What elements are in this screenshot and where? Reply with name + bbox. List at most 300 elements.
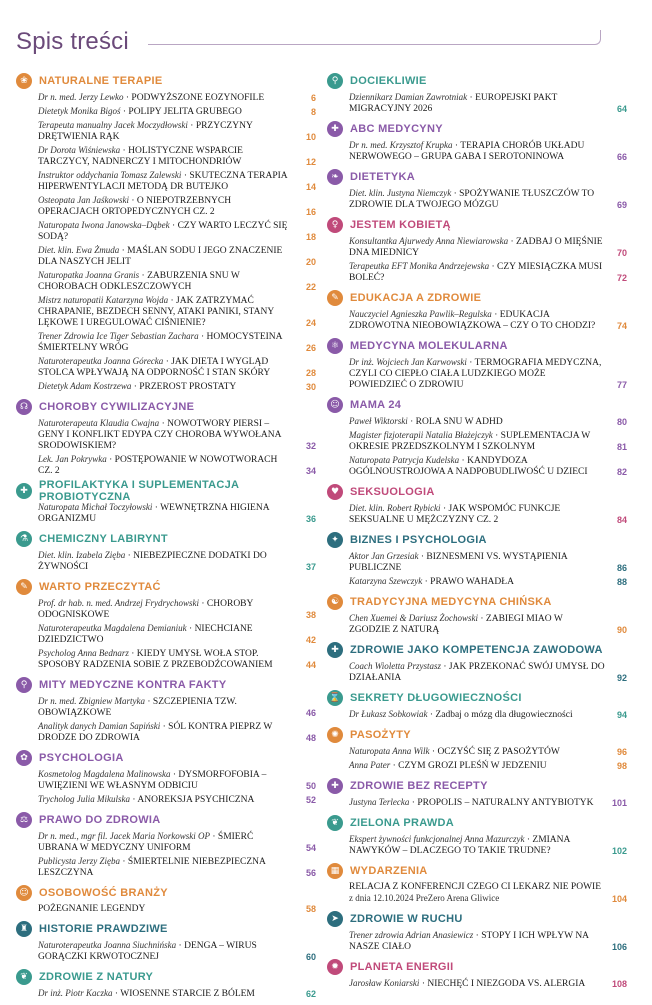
entry-text [349, 261, 605, 284]
entry-author: Trener Zdrowia Ice Tiger Sebastian Zachara [38, 331, 199, 341]
business-icon: ✦ [327, 532, 343, 548]
section-title: EDUKACJA A ZDROWIE [350, 292, 482, 304]
section-title: SEKSUOLOGIA [350, 486, 435, 498]
entry-title: PRAWO WAHADŁA [430, 577, 514, 587]
entry-author: Instruktor oddychania Tomasz Zalewski [38, 170, 182, 180]
section-header [327, 726, 627, 744]
page-number: 37 [305, 562, 316, 572]
woman-icon: ♀ [327, 217, 343, 233]
section-header [327, 777, 627, 795]
toc-column-right [327, 72, 627, 995]
entry-text [38, 856, 294, 879]
page-number: 20 [305, 257, 316, 267]
entry-title: NOWOTWORY PIERSI – GENY I KONFLIKT EDYPA CZY CHOROBA WYWOŁANA SRODOWISKIEM? [38, 419, 281, 451]
page-number: 102 [611, 846, 627, 856]
section-header [16, 884, 316, 902]
entry-author: Dr n. med., mgr fil. Jacek Maria Norkowski OP [38, 831, 210, 841]
section-title: MAMA 24 [350, 399, 402, 411]
toc-entry[interactable] [16, 418, 316, 452]
toc-entry[interactable] [16, 794, 316, 806]
toc-entry[interactable] [16, 502, 316, 525]
molecule-icon: ⚛ [327, 338, 343, 354]
entry-text [38, 831, 294, 854]
toc-section [327, 396, 627, 478]
entry-text [38, 940, 294, 963]
page-number: 69 [616, 200, 627, 210]
entry-text [38, 696, 294, 719]
toc-entry[interactable] [16, 696, 316, 719]
entry-text [38, 220, 294, 243]
toc-entry[interactable] [327, 309, 627, 332]
page-number: 94 [616, 710, 627, 720]
entry-separator: · [168, 296, 177, 306]
section-title: ZDROWIE Z NATURY [39, 971, 154, 983]
toc-entry[interactable] [327, 188, 627, 211]
section-title: WYDARZENIA [350, 865, 428, 877]
toc-section [327, 641, 627, 684]
entry-separator: · [128, 196, 137, 206]
toc-entry[interactable] [327, 760, 627, 772]
toc-entry[interactable] [327, 661, 627, 684]
page-number: 22 [305, 282, 316, 292]
entry-title: HOMOCYSTEINA ŚMIERTELNY WRÓG [38, 332, 282, 353]
entry-text [349, 455, 605, 478]
section-header [16, 749, 316, 767]
calendar-icon: ▦ [327, 863, 343, 879]
entry-subtitle: z dnia 12.10.2024 PreZero Arena Gliwice [349, 893, 500, 903]
section-header [16, 479, 316, 503]
toc-section [16, 811, 316, 879]
entry-separator: · [427, 710, 436, 720]
toc-column-left [16, 72, 316, 1005]
yin-yang-icon: ☯ [327, 594, 343, 610]
toc-entry[interactable] [327, 709, 627, 721]
page-number: 44 [305, 660, 316, 670]
entry-separator: · [440, 504, 449, 514]
entry-author: Konsultantka Ajurwedy Anna Niewiarowska [349, 236, 509, 246]
section-title: ZDROWIE W RUCHU [350, 913, 463, 925]
entry-separator: · [418, 552, 427, 562]
page-number: 16 [305, 207, 316, 217]
entry-title: RELACJA Z KONFERENCJI CZEGO CI LEKARZ NIE POWIE [349, 882, 602, 892]
entry-title: SZCZEPIENIA TZW. OBOWIĄZKOWE [38, 697, 237, 718]
toc-entry[interactable] [327, 978, 627, 990]
entry-text [349, 834, 605, 857]
toc-section [327, 337, 627, 391]
section-header [327, 396, 627, 414]
section-title: ABC MEDYCYNY [350, 123, 443, 135]
toc-section [16, 479, 316, 525]
entry-separator: · [125, 551, 134, 561]
entry-author: Dr inż. Wojciech Jan Karwowski [349, 357, 467, 367]
entry-title: HOLISTYCZNE WSPARCIE TARCZYCY, NADNERCZY I MITOCHONDRIÓW [38, 146, 243, 167]
toc-entry[interactable] [327, 930, 627, 953]
brain-icon: ✿ [16, 750, 32, 766]
entry-title: POSTĘPOWANIE W NOWOTWORACH CZ. 2 [38, 455, 278, 476]
entry-author: Dr n. med. Jerzy Lewko [38, 92, 124, 102]
entry-separator: · [120, 107, 129, 117]
entry-title: PROPOLIS – NATURALNY ANTYBIOTYK [417, 798, 594, 808]
toc-entry[interactable] [16, 648, 316, 671]
toc-entry[interactable] [327, 236, 627, 259]
page-number: 48 [305, 733, 316, 743]
entry-title: ANOREKSJA PSYCHICZNA [137, 795, 255, 805]
entry-text [38, 454, 294, 477]
entry-title: BIZNESMENI VS. WYSTĄPIENIA PUBLICZNE [349, 552, 568, 573]
entry-text [38, 356, 294, 379]
stethoscope-icon: ☊ [16, 399, 32, 415]
entry-text [349, 92, 605, 115]
entry-text [349, 613, 605, 636]
entry-separator: · [422, 577, 431, 587]
entry-separator: · [198, 332, 207, 342]
section-header [327, 689, 627, 707]
toc-entry[interactable] [16, 988, 316, 1000]
toc-entry[interactable] [16, 769, 316, 792]
entry-author: Publicysta Jerzy Zięba [38, 856, 120, 866]
entry-author: Psycholog Anna Bednarz [38, 648, 129, 658]
entry-text [349, 797, 605, 809]
toc-section [327, 689, 627, 721]
page-number: 90 [616, 625, 627, 635]
entry-title: ZABURZENIA SNU W CHOROBACH ODKLESZCZOWYCH [38, 271, 240, 292]
medicine-icon: ✚ [327, 121, 343, 137]
toc-entry[interactable] [16, 550, 316, 573]
entry-author: Trycholog Julia Mikulska [38, 794, 130, 804]
toc-entry[interactable] [327, 92, 627, 115]
toc-entry[interactable] [16, 145, 316, 168]
entry-title: JAK PRZEKONAĆ SWÓJ UMYSŁ DO DZIAŁANIA [349, 662, 605, 683]
toc-section [16, 578, 316, 671]
entry-title: CZYM GROZI PLEŚŃ W JEDZENIU [398, 761, 547, 771]
entry-text [38, 623, 294, 646]
toc-entry[interactable] [327, 576, 627, 588]
entry-title: STOPY I ICH WPŁYW NA NASZE CIAŁO [349, 931, 589, 952]
toc-section [16, 884, 316, 915]
page-number: 84 [616, 515, 627, 525]
toc-entry[interactable] [16, 270, 316, 293]
entry-text [38, 270, 294, 293]
toc-entry[interactable] [327, 834, 627, 857]
entry-author: Terapeuta manualny Jacek Moczydłowski [38, 120, 188, 130]
page-number: 34 [305, 466, 316, 476]
toc-section [327, 72, 627, 115]
entry-text [349, 430, 605, 453]
page-number: 46 [305, 708, 316, 718]
toc-entry[interactable] [327, 416, 627, 428]
entry-title: PODWYŻSZONE EOZYNOFILE [131, 93, 265, 103]
page-number: 86 [616, 563, 627, 573]
toc-entry[interactable] [16, 170, 316, 193]
section-header [327, 910, 627, 928]
entry-separator: · [106, 455, 115, 465]
toc-section [327, 958, 627, 990]
entry-title: CHOROBY ODOGNISKOWE [38, 599, 254, 620]
entry-author: Dziennikarz Damian Zawrotniak [349, 92, 468, 102]
page-number: 62 [305, 989, 316, 999]
page-number: 72 [616, 273, 627, 283]
toc-entry[interactable] [327, 797, 627, 809]
entry-separator: · [199, 599, 207, 609]
toc-section [327, 862, 627, 905]
toc-entry[interactable] [327, 882, 627, 905]
entry-text [38, 381, 294, 393]
section-title: PROFILAKTYKA I SUPLEMENTACJA PROBIOTYCZNA [39, 479, 239, 503]
page-number: 50 [305, 781, 316, 791]
page-number: 96 [616, 747, 627, 757]
toc-entry[interactable] [327, 261, 627, 284]
section-title: WARTO PRZECZYTAĆ [39, 581, 161, 593]
entry-author: Mistrz naturopatii Katarzyna Wojda [38, 295, 169, 305]
entry-separator: · [131, 382, 140, 392]
entry-text [38, 988, 294, 1000]
section-title: HISTORIE PRAWDZIWE [39, 923, 168, 935]
page-number: 38 [305, 610, 316, 620]
entry-text [38, 550, 294, 573]
entry-title: DYSMORFOFOBIA – UWIĘZIENI WE WŁASNYM ODBICIU [38, 770, 267, 791]
entry-title: Zadbaj o mózg dla długowieczności [435, 710, 573, 720]
entry-text [349, 882, 605, 905]
page-number: 77 [616, 380, 627, 390]
page-number: 104 [611, 894, 627, 904]
entry-author: Naturoterapeuta Klaudia Cwajna [38, 418, 160, 428]
entry-text [38, 245, 294, 268]
entry-title: ZMIANA NAWYKÓW – DLACZEGO TO TAKIE TRUDNE? [349, 835, 570, 856]
entry-separator: · [524, 835, 533, 845]
entry-author: Naturoterapeutka Joanna Górecka [38, 356, 164, 366]
person-icon: ☺ [16, 885, 32, 901]
toc-entry[interactable] [327, 551, 627, 574]
entry-author: Dr n. med. Zbigniew Martyka [38, 696, 145, 706]
entry-separator: · [160, 722, 169, 732]
flask-icon: ⚗ [16, 531, 32, 547]
entry-text [38, 92, 294, 104]
entry-text [349, 236, 605, 259]
entry-author: Ekspert żywności funkcjonalnej Anna Mazurczyk [349, 834, 525, 844]
entry-separator: · [119, 246, 128, 256]
entry-title: CZY MIESIĄCZKA MUSI BOLEĆ? [349, 262, 603, 283]
entry-separator: · [407, 417, 416, 427]
section-title: PLANETA ENERGII [350, 961, 454, 973]
section-title: TRADYCYJNA MEDYCYNA CHIŃSKA [350, 596, 552, 608]
entry-author: Naturopatka Joanna Granis [38, 270, 140, 280]
entry-author: Osteopata Jan Jaśkowski [38, 195, 129, 205]
toc-entry[interactable] [16, 92, 316, 104]
toc-section [16, 968, 316, 1000]
entry-title: OCZYŚĆ SIĘ Z PASOŻYTÓW [437, 747, 560, 757]
page-number: 108 [611, 979, 627, 989]
toc-entry[interactable] [16, 295, 316, 329]
toc-entry[interactable] [327, 455, 627, 478]
entry-separator: · [209, 832, 218, 842]
page-number: 14 [305, 182, 316, 192]
entry-text [349, 576, 605, 588]
magnifier-icon: ⚲ [16, 677, 32, 693]
section-title: OSOBOWOŚĆ BRANŻY [39, 887, 168, 899]
entry-text [38, 769, 294, 792]
entry-title: EUROPEJSKI PAKT MIGRACYJNY 2026 [349, 93, 558, 114]
section-title: ZDROWIE BEZ RECEPTY [350, 780, 488, 792]
entry-author: Dietetyk Monika Bigoś [38, 106, 121, 116]
entry-text [349, 661, 605, 684]
toc-entry[interactable] [16, 623, 316, 646]
section-header [16, 968, 316, 986]
toc-entry[interactable] [327, 140, 627, 163]
entry-separator: · [159, 419, 168, 429]
section-title: BIZNES I PSYCHOLOGIA [350, 534, 487, 546]
entry-author: Kosmetolog Magdalena Malinowska [38, 769, 171, 779]
entry-author: Justyna Terlecka [349, 797, 410, 807]
toc-entry[interactable] [327, 613, 627, 636]
section-header [16, 578, 316, 596]
entry-text [349, 503, 605, 526]
section-title: SEKRETY DŁUGOWIECZNOŚCI [350, 692, 522, 704]
toc-entry[interactable] [16, 331, 316, 354]
entry-title: POŻEGNANIE LEGENDY [38, 904, 146, 914]
pill-icon: ✚ [327, 778, 343, 794]
entry-author: Coach Wioletta Przystasz [349, 661, 441, 671]
entry-text [38, 794, 294, 806]
entry-separator: · [478, 614, 486, 624]
entry-separator: · [130, 795, 138, 805]
leaf-icon: ❦ [16, 969, 32, 985]
section-title: PRAWO DO ZDROWIA [39, 814, 161, 826]
page-number: 24 [305, 318, 316, 328]
entry-separator: · [489, 262, 497, 272]
entry-author: Anna Pater [349, 760, 391, 770]
toc-section [327, 168, 627, 211]
medical-cross-icon: ✚ [16, 483, 32, 499]
entry-separator: · [473, 931, 482, 941]
toc-entry[interactable] [327, 746, 627, 758]
running-icon: ➤ [327, 911, 343, 927]
toc-entry[interactable] [16, 120, 316, 143]
entry-text [349, 416, 605, 428]
section-header [327, 862, 627, 880]
entry-title: NIECHĘĆ I NIEZGODA VS. ALERGIA [427, 979, 586, 989]
toc-section [327, 120, 627, 163]
entry-separator: · [170, 770, 179, 780]
toc-entry[interactable] [16, 598, 316, 621]
toc-entry[interactable] [16, 195, 316, 218]
entry-separator: · [459, 456, 468, 466]
toc-entry[interactable] [16, 381, 316, 393]
section-title: PASOŻYTY [350, 729, 411, 741]
entry-author: Diet. klin. Robert Rybicki [349, 503, 441, 513]
section-header [327, 958, 627, 976]
toc-section [16, 920, 316, 963]
castle-icon: ♜ [16, 921, 32, 937]
entry-title: JAK ZATRZYMAĆ CHRAPANIE, BEZDECH SENNY, ATAKI PANIKI, STANY LĘKOWE I UREGULOWAĆ CIŚNIENIE? [38, 296, 274, 328]
entry-author: Terapeutka EFT Monika Andrzejewska [349, 261, 490, 271]
entry-title: PRZYCZYNY DRĘTWIENIA RĄK [38, 121, 253, 142]
section-header [16, 920, 316, 938]
toc-entry[interactable] [327, 503, 627, 526]
entry-text [349, 978, 605, 990]
toc-entry[interactable] [16, 220, 316, 243]
entry-author: Dr n. med. Krzysztof Krupka [349, 140, 453, 150]
page-number: 60 [305, 952, 316, 962]
entry-author: Naturopata Michał Toczyłowski [38, 502, 153, 512]
entry-text [38, 145, 294, 168]
section-header [327, 593, 627, 611]
entry-title: PRZEROST PROSTATY [139, 382, 237, 392]
entry-text [38, 195, 294, 218]
entry-title: TERAPIA CHORÓB UKŁADU NERWOWEGO – GRUPA GABA I SEROTONINOWA [349, 141, 585, 162]
toc-entry[interactable] [16, 831, 316, 854]
toc-entry[interactable] [16, 454, 316, 477]
section-header [327, 337, 627, 355]
toc-entry[interactable] [327, 430, 627, 453]
toc-section [327, 814, 627, 857]
entry-separator: · [128, 649, 137, 659]
toc-entry[interactable] [16, 106, 316, 118]
section-title: ZDROWIE JAKO KOMPETENCJA ZAWODOWA [350, 644, 603, 656]
entry-separator: · [508, 237, 517, 247]
entry-separator: · [123, 93, 132, 103]
section-header [327, 531, 627, 549]
entry-title: ZADBAJ O MIĘŚNIE DNA MIEDNICY [349, 237, 603, 258]
entry-separator: · [492, 431, 501, 441]
toc-entry[interactable] [16, 356, 316, 379]
section-header [16, 72, 316, 90]
entry-author: Chen Xuemei & Dariusz Żochowski [349, 613, 478, 623]
entry-text [38, 331, 294, 354]
toc-entry[interactable] [16, 721, 316, 744]
entry-separator: · [419, 979, 428, 989]
entry-separator: · [139, 271, 148, 281]
entry-title: SKUTECZNA TERAPIA HIPERWENTYLACJI METODĄ DR BUTEJKO [38, 171, 288, 192]
page-number: 42 [305, 635, 316, 645]
entry-author: Trener zdrowia Adrian Anasiewicz [349, 930, 474, 940]
toc-entry[interactable] [327, 357, 627, 391]
entry-text [349, 357, 605, 391]
section-header [16, 811, 316, 829]
page-number: 82 [616, 467, 627, 477]
entry-author: Paweł Wiktorski [349, 416, 408, 426]
section-title: DIETETYKA [350, 171, 416, 183]
section-header [16, 530, 316, 548]
entry-title: ROLA SNU W ADHD [415, 417, 503, 427]
entry-author: Dietetyk Adam Kostrzewa [38, 381, 132, 391]
page-number: 64 [616, 104, 627, 114]
entry-title: O NIEPOTRZEBNYCH OPERACJACH ORTOPEDYCZNYCH CZ. 2 [38, 196, 232, 217]
entry-text [349, 760, 605, 772]
toc-entry[interactable] [16, 245, 316, 268]
entry-title: SUPLEMENTACJA W OKRESIE PRZEDSZKOLNYM I SZKOLNYM [349, 431, 591, 452]
entry-separator: · [491, 310, 500, 320]
entry-author: Prof. dr hab. n. med. Andrzej Frydrychowski [38, 598, 199, 608]
page-title: Spis treści [16, 28, 129, 55]
entry-author: Naturopata Anna Wilk [349, 746, 430, 756]
entry-separator: · [145, 697, 153, 707]
entry-separator: · [390, 761, 399, 771]
page-number: 30 [305, 382, 316, 392]
entry-text [349, 309, 605, 332]
toc-entry[interactable] [16, 940, 316, 963]
entry-separator: · [112, 989, 121, 999]
section-title: CHOROBY CYWILIZACYJNE [39, 401, 195, 413]
page-number: 8 [310, 107, 316, 117]
entry-separator: · [409, 798, 418, 808]
entry-title: KANDYDOZA OGÓLNOUSTROJOWA A NADPOBUDLIWOŚĆ U DZIECI [349, 456, 588, 477]
toc-entry[interactable] [16, 856, 316, 879]
entry-author: Jarosław Koniarski [349, 978, 420, 988]
section-header [16, 676, 316, 694]
section-title: DOCIEKLIWIE [350, 75, 427, 87]
toc-entry[interactable] [16, 904, 316, 915]
apple-icon: ❧ [327, 169, 343, 185]
